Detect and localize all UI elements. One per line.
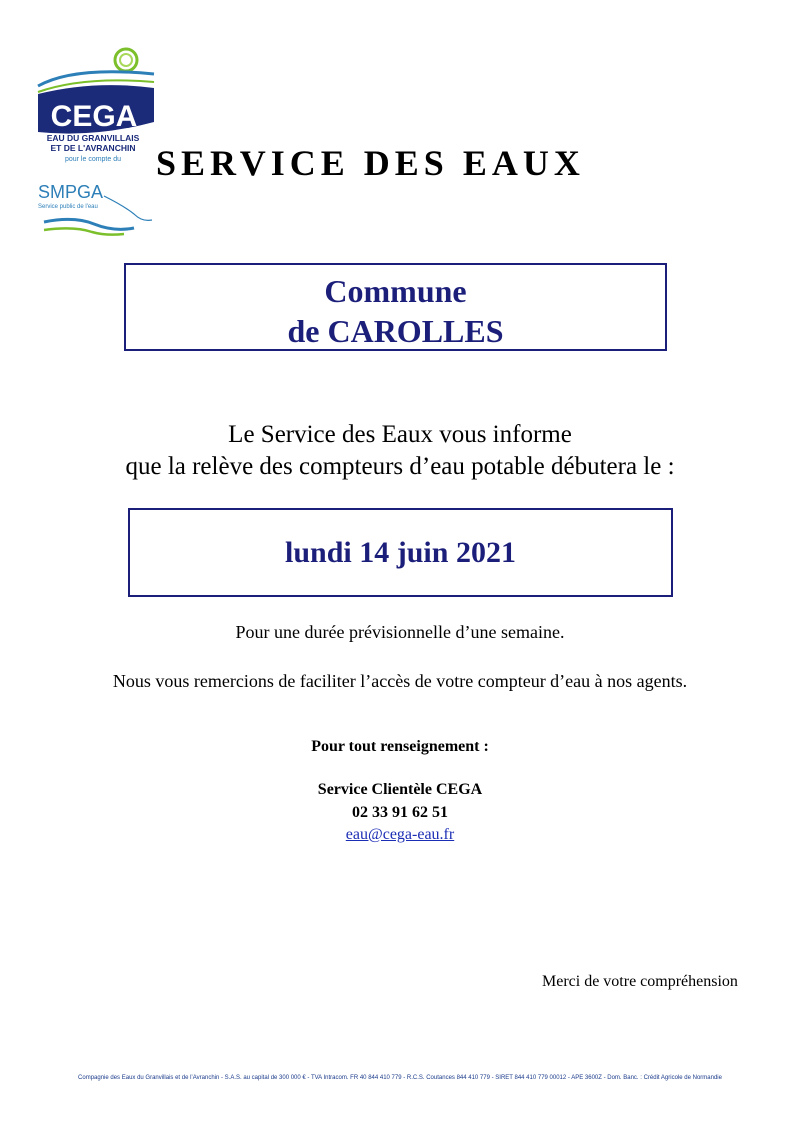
contact-heading: Pour tout renseignement : <box>311 738 489 755</box>
footer-legal-text: Compagnie des Eaux du Granvillais et de l’Avranchin - S.A.S. au capital de 300 000 € - TVA Intracom. FR 40 844 410 779 - R.C.S. Coutances 844 410 779 - SIRET 844 410 779 00012 - APE 3600Z - Dom. Banc. : Crédit Agricole de Normandie <box>78 1075 722 1081</box>
thanks-text: Merci de votre compréhension <box>542 973 738 990</box>
info-text-line2: que la relève des compteurs d’eau potable débutera le : <box>125 453 675 480</box>
date-box <box>128 508 673 597</box>
contact-phone: 02 33 91 62 51 <box>352 804 448 821</box>
logo-subtitle-line2: ET DE L'AVRANCHIN <box>50 143 136 153</box>
smpga-logo <box>34 176 156 240</box>
smpga-tagline-text: Service public de l'eau <box>38 204 98 210</box>
info-text-line1: Le Service des Eaux vous informe <box>228 421 572 448</box>
start-date: lundi 14 juin 2021 <box>285 536 516 569</box>
duration-text: Pour une durée prévisionnelle d’une semaine. <box>235 622 565 642</box>
commune-name: de CAROLLES <box>287 313 504 349</box>
logo-for-text: pour le compte du <box>64 156 122 163</box>
smpga-brand-text: SMPGA <box>38 182 104 202</box>
contact-service: Service Clientèle CEGA <box>317 781 483 798</box>
access-text: Nous vous remercions de faciliter l’accès de votre compteur d’eau à nos agents. <box>112 671 688 691</box>
contact-email-link[interactable]: eau@cega-eau.fr <box>345 826 455 843</box>
logo-brand-text: CEGA <box>50 100 138 133</box>
commune-label: Commune <box>324 273 467 309</box>
commune-box <box>124 263 667 351</box>
page-title: SERVICE DES EAUX <box>156 143 585 183</box>
logo-subtitle-line1: EAU DU GRANVILLAIS <box>46 133 140 143</box>
logo-subtitle <box>34 133 152 153</box>
